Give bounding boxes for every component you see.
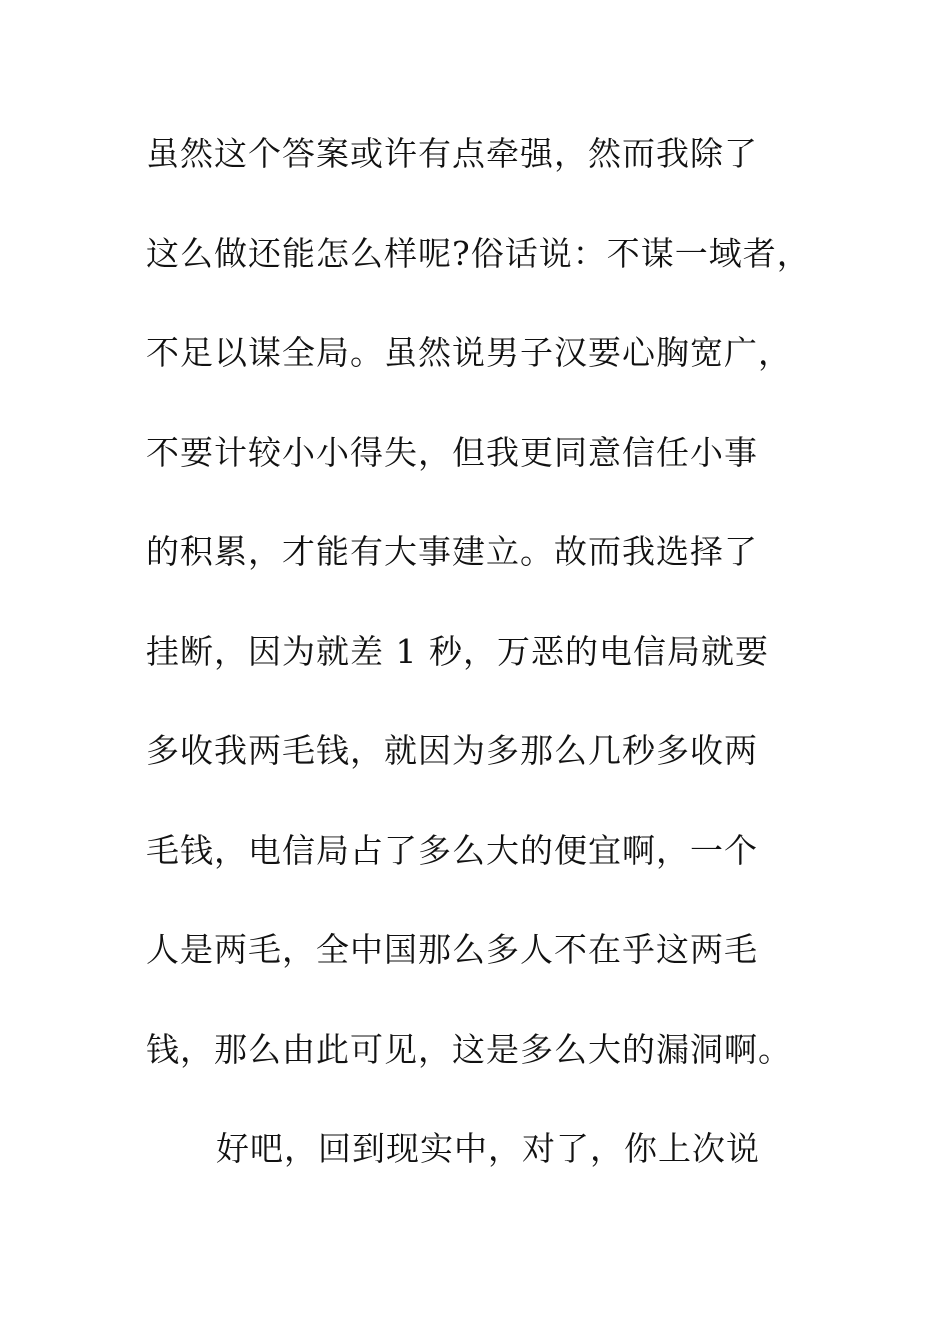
- text-line: 这么做还能怎么样呢?俗话说：不谋一域者，: [146, 234, 811, 273]
- text-line: 不要计较小小得失，但我更同意信任小事: [146, 433, 758, 472]
- text-line: 毛钱，电信局占了多么大的便宜啊，一个: [146, 831, 758, 870]
- text-line: 的积累，才能有大事建立。故而我选择了: [146, 532, 758, 571]
- text-line: 多收我两毛钱，就因为多那么几秒多收两: [146, 731, 758, 770]
- paragraph-start-line: 好吧，回到现实中，对了，你上次说: [216, 1129, 760, 1168]
- text-line: 虽然这个答案或许有点牵强，然而我除了: [146, 134, 758, 173]
- text-line: 人是两毛，全中国那么多人不在乎这两毛: [146, 930, 758, 969]
- text-line: 钱，那么由此可见，这是多么大的漏洞啊。: [146, 1030, 792, 1069]
- text-line: 不足以谋全局。虽然说男子汉要心胸宽广，: [146, 333, 792, 372]
- text-line: 挂断，因为就差 1 秒，万恶的电信局就要: [146, 632, 769, 671]
